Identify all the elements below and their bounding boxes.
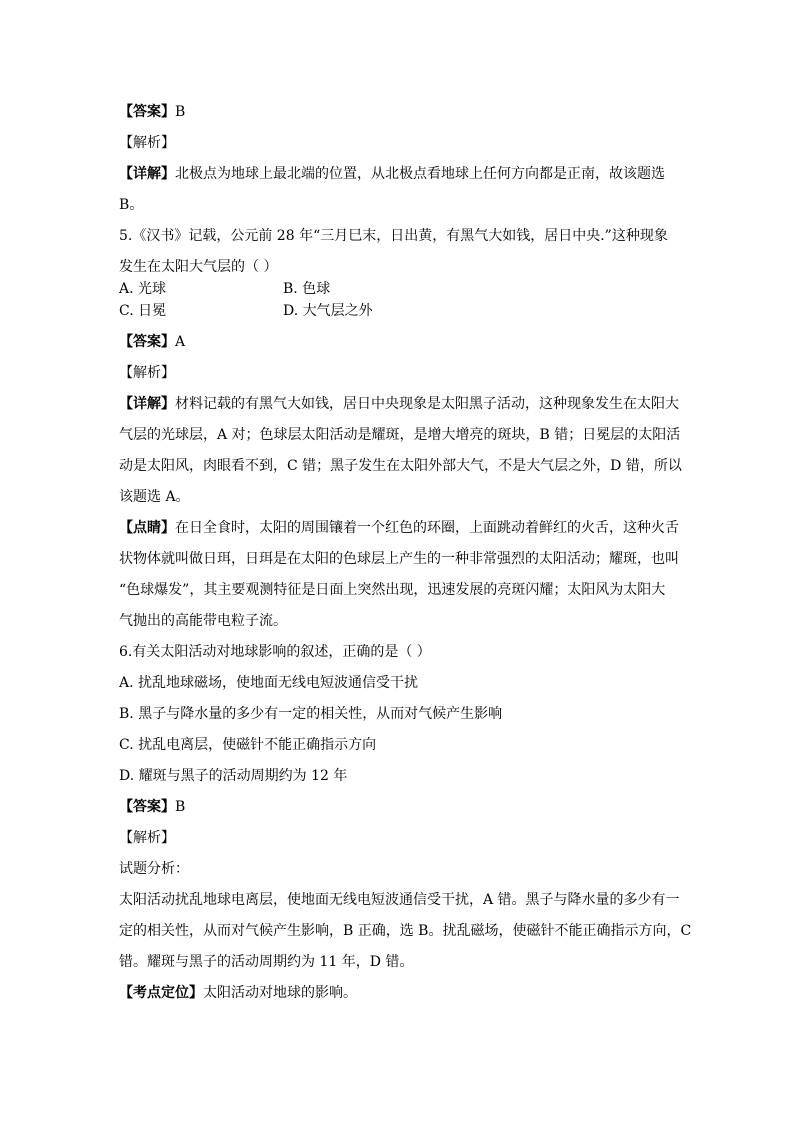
q5-stem-line1: 5.《汉书》记载，公元前 28 年“三月巳末，日出黄，有黑气大如钱，居日中央.”这种现象: [119, 228, 668, 244]
q5-point-label: 【点睛】: [119, 520, 175, 536]
q5-option-d: D. 大气层之外: [283, 303, 373, 319]
q5-detail-text1: 材料记载的有黑气大如钱，居日中央现象是太阳黑子活动，这种现象发生在太阳大: [175, 396, 679, 412]
q6-stem: 6.有关太阳活动对地球影响的叙述，正确的是（ ）: [119, 644, 431, 660]
q5-detail-line3: 动是太阳风，肉眼看不到，C 错；黑子发生在太阳外部大气，不是大气层之外，D 错，所以: [119, 458, 682, 474]
q6-analysis-intro: 试题分析：: [119, 861, 189, 877]
q5-analysis-label: 【解析】: [119, 365, 175, 381]
q6-analysis-line1: 太阳活动扰乱地球电离层，使地面无线电短波通信受干扰，A 错。黑子与降水量的多少有一: [119, 892, 680, 908]
q6-analysis-line2: 定的相关性，从而对气候产生影响，B 正确，选 B。扰乱磁场，使磁针不能正确指示方向，C: [119, 923, 692, 939]
q5-answer: [119, 331, 675, 353]
q4-answer: [119, 101, 675, 123]
q5-answer-label: 【答案】: [119, 334, 175, 350]
q4-detail-line1: [119, 163, 675, 185]
q5-detail-line2: 气层的光球层，A 对；色球层太阳活动是耀斑，是增大增亮的斑块，B 错；日冕层的太阳活: [119, 427, 681, 443]
q4-detail-line2: B。: [119, 197, 144, 213]
q6-answer-label: 【答案】: [119, 799, 175, 815]
q5-options-row1: [119, 278, 675, 300]
q6-option-c: C. 扰乱电离层，使磁针不能正确指示方向: [119, 737, 377, 753]
q5-options-row2: [119, 300, 675, 322]
q5-option-b: B. 色球: [283, 281, 331, 297]
document-content: [119, 101, 692, 1004]
q5-point-line1: [119, 517, 679, 539]
q6-option-b: B. 黑子与降水量的多少有一定的相关性，从而对气候产生影响: [119, 706, 503, 722]
q6-answer-value: B: [175, 799, 186, 815]
q6-analysis-line3: 错。耀斑与黑子的活动周期约为 11 年，D 错。: [119, 954, 414, 970]
q5-point-line2: 状物体就叫做日珥，日珥是在太阳的色球层上产生的一种非常强烈的太阳活动；耀斑，也叫: [119, 551, 679, 567]
q6-option-a: A. 扰乱地球磁场，使地面无线电短波通信受干扰: [119, 675, 419, 691]
q6-point-text: 太阳活动对地球的影响。: [203, 985, 357, 1001]
q6-point: [119, 982, 675, 1004]
q4-answer-value: B: [175, 104, 186, 120]
q5-answer-value: A: [175, 334, 186, 350]
q4-analysis-label: 【解析】: [119, 135, 175, 151]
q5-point-line3: “色球爆发”，其主要观测特征是日面上突然出现，迅速发展的亮斑闪耀；太阳风为太阳大: [119, 582, 666, 598]
q5-stem-line2: 发生在太阳大气层的（ ）: [119, 259, 278, 275]
q5-detail-line1: [119, 393, 679, 415]
q5-detail-line4: 该题选 A。: [119, 489, 190, 505]
q5-option-a: A. 光球: [119, 281, 167, 297]
q6-analysis-label: 【解析】: [119, 830, 175, 846]
q4-detail-label: 【详解】: [119, 166, 175, 182]
q5-point-line4: 气抛出的高能带电粒子流。: [119, 613, 287, 629]
q6-answer: [119, 796, 675, 818]
q5-detail-label: 【详解】: [119, 396, 175, 412]
q5-option-c: C. 日冕: [119, 303, 167, 319]
q5-point-text1: 在日全食时，太阳的周围镶着一个红色的环圈，上面跳动着鲜红的火舌，这种火舌: [175, 520, 679, 536]
q6-point-label: 【考点定位】: [119, 985, 203, 1001]
q4-detail-text1: 北极点为地球上最北端的位置，从北极点看地球上任何方向都是正南，故该题选: [175, 166, 665, 182]
q4-answer-label: 【答案】: [119, 104, 175, 120]
q6-option-d: D. 耀斑与黑子的活动周期约为 12 年: [119, 768, 348, 784]
